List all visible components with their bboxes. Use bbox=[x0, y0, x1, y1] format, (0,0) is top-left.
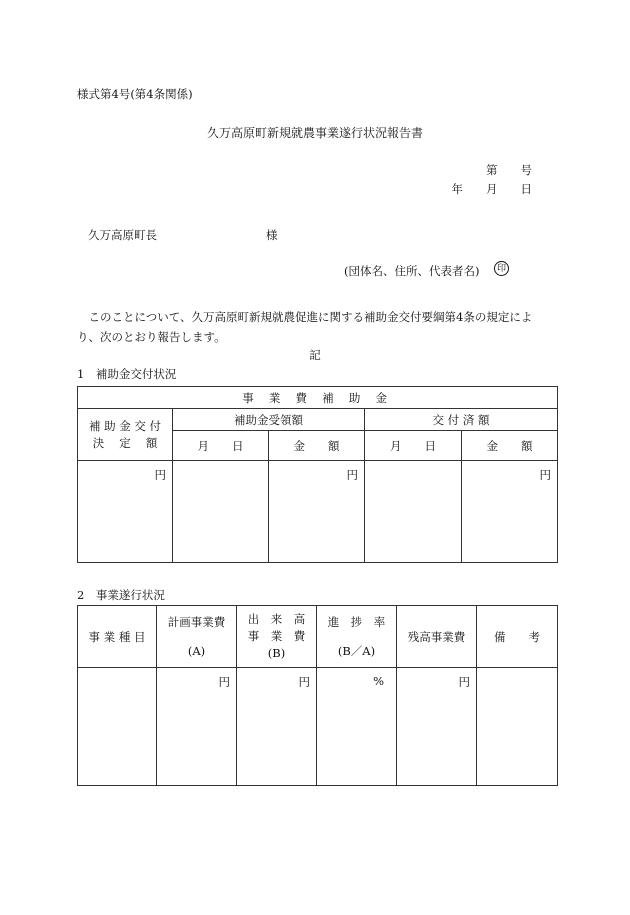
col-actual-cost-line2: 事 業 費 bbox=[247, 629, 306, 643]
col-planned-cost-sub: (A) bbox=[187, 643, 206, 658]
col-progress-rate-label: 進 捗 率 bbox=[327, 614, 386, 629]
honorific: 様 bbox=[266, 228, 278, 242]
date-line: 年 月 日 bbox=[451, 182, 532, 196]
col-planned-cost bbox=[157, 606, 237, 668]
col-remarks: 備 考 bbox=[477, 606, 558, 668]
col-actual-cost-sub: (B) bbox=[267, 646, 286, 660]
decision-amount-cell: 円 bbox=[78, 461, 173, 563]
project-type-cell bbox=[78, 668, 157, 786]
paid-date-header: 月 日 bbox=[365, 431, 462, 461]
paid-date-cell bbox=[365, 461, 462, 563]
project-status-table bbox=[77, 605, 558, 786]
received-date-header: 月 日 bbox=[173, 431, 269, 461]
paid-amount-cell: 円 bbox=[462, 461, 558, 563]
document-number-line: 第 号 bbox=[486, 163, 532, 177]
ki-marker: 記 bbox=[309, 348, 321, 362]
form-number-label: 様式第4号(第4条関係) bbox=[77, 87, 193, 101]
decision-line1: 補 助 金 交 付 bbox=[88, 418, 162, 433]
col-planned-cost-label: 計画事業費 bbox=[167, 614, 226, 629]
document-title: 久万高原町新規就農事業遂行状況報告書 bbox=[206, 126, 423, 140]
decision-line2: 決 定 額 bbox=[92, 435, 158, 450]
col-project-type: 事 業 種 目 bbox=[78, 606, 157, 668]
actual-cost-cell: 円 bbox=[237, 668, 317, 786]
received-date-cell bbox=[173, 461, 269, 563]
paid-header: 交 付 済 額 bbox=[365, 409, 558, 431]
seal-icon: 印 bbox=[494, 261, 509, 276]
applicant-label: (団体名、住所、代表者名) bbox=[344, 264, 480, 278]
col-actual-cost bbox=[237, 606, 317, 668]
addressee: 久万高原町長 bbox=[88, 228, 157, 242]
col-remaining-cost: 残高事業費 bbox=[397, 606, 477, 668]
received-amount-header: 金 額 bbox=[269, 431, 365, 461]
progress-rate-cell: % bbox=[317, 668, 397, 786]
paid-amount-header: 金 額 bbox=[462, 431, 558, 461]
received-header: 補助金受領額 bbox=[173, 409, 365, 431]
remaining-cost-cell: 円 bbox=[397, 668, 477, 786]
section1-heading: 1 補助金交付状況 bbox=[77, 367, 177, 381]
body-text: このことについて、久万高原町新規就農促進に関する補助金交付要綱第4条の規定により、次のとおり報告します。 bbox=[77, 310, 533, 344]
section2-heading: 2 事業遂行状況 bbox=[77, 588, 165, 602]
col-progress-rate bbox=[317, 606, 397, 668]
planned-cost-cell: 円 bbox=[157, 668, 237, 786]
col-progress-rate-sub: (B／A) bbox=[337, 643, 376, 658]
remarks-cell bbox=[477, 668, 558, 786]
received-amount-cell: 円 bbox=[269, 461, 365, 563]
group-header: 事 業 費 補 助 金 bbox=[78, 387, 558, 409]
col-actual-cost-line1: 出 来 高 bbox=[247, 612, 306, 626]
decision-amount-header bbox=[78, 409, 173, 461]
subsidy-status-table bbox=[77, 386, 558, 563]
